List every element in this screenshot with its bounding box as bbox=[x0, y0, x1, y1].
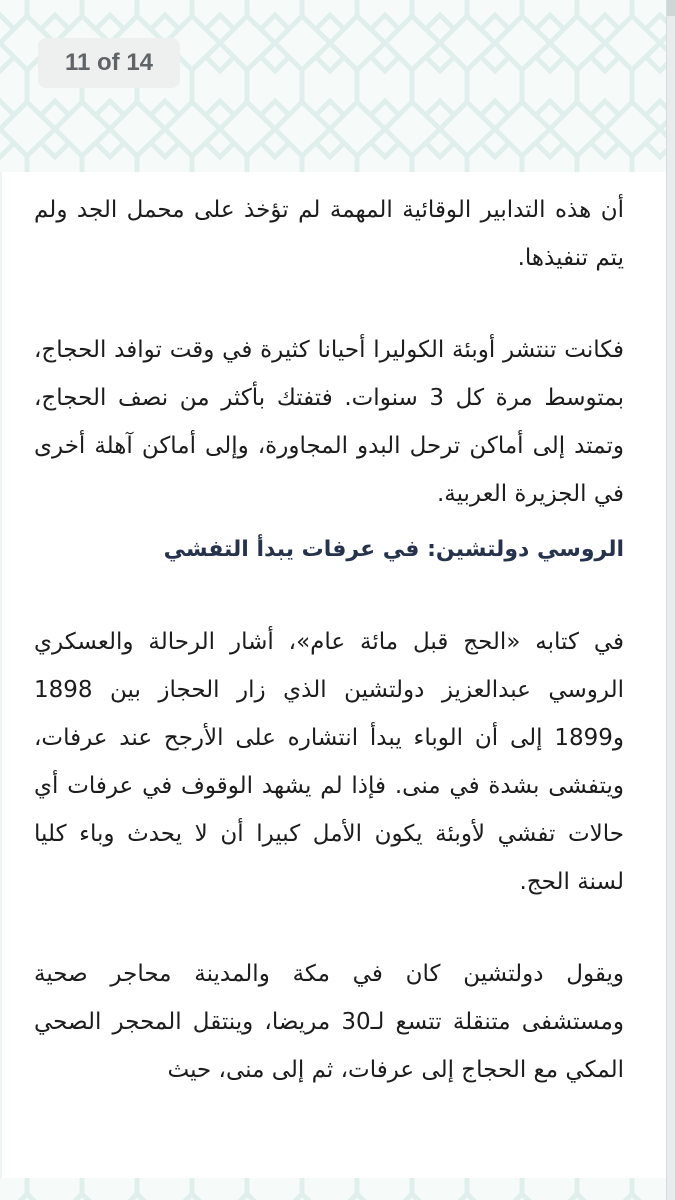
article-paragraph-4: ويقول دولتشين كان في مكة والمدينة محاجر صحية ومستشفى متنقلة تتسع لـ30 مريضا، وينتقل المحجر الصحي المكي مع الحجاج إلى عرفات، ثم إلى منى، حيث bbox=[34, 961, 624, 1083]
scrollbar-thumb[interactable] bbox=[667, 0, 675, 16]
section-heading: الروسي دولتشين: في عرفات يبدأ التفشي bbox=[163, 537, 624, 562]
scrollbar-track[interactable] bbox=[666, 0, 675, 1200]
page-left-edge bbox=[0, 0, 2, 1200]
article-paragraph-1: أن هذه التدابير الوقائية المهمة لم تؤخذ على محمل الجد ولم يتم تنفيذها. bbox=[34, 197, 624, 271]
page-indicator-badge: 11 of 14 bbox=[38, 38, 180, 88]
article-body bbox=[34, 186, 624, 1094]
arabesque-pattern-footer-icon bbox=[0, 1178, 667, 1200]
decorative-pattern-footer bbox=[0, 1178, 667, 1200]
article-paragraph-3: في كتابه «الحج قبل مائة عام»، أشار الرحالة والعسكري الروسي عبدالعزيز دولتشين الذي زار الحجاز بين 1898 و1899 إلى أن الوباء يبدأ انتشاره على الأرجح عند عرفات، ويتفشى بشدة في منى. فإذا لم يشهد الوقوف في عرفات أي حالات تفشي لأوبئة يكون الأمل كبيرا أن لا يحدث وباء كليا لسنة الحج. bbox=[34, 629, 624, 895]
article-paragraph-2: فكانت تنتشر أوبئة الكوليرا أحيانا كثيرة في وقت توافد الحجاج، بمتوسط مرة كل 3 سنوات. فتفتك بأكثر من نصف الحجاج، وتمتد إلى أماكن ترحل البدو المجاورة، وإلى أماكن آهلة أخرى في الجزيرة العربية. bbox=[34, 337, 624, 507]
